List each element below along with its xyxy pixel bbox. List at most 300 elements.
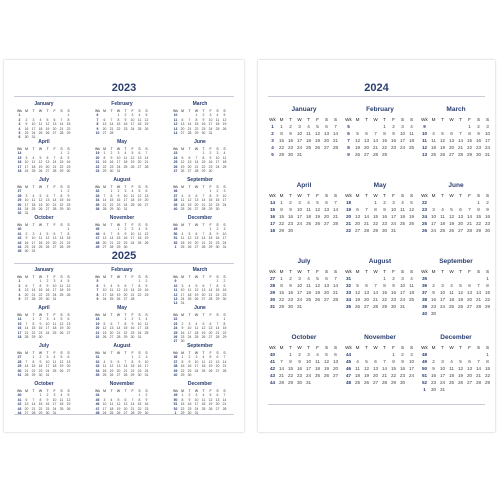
day-cell: 16 xyxy=(123,236,128,241)
day-header: Wk xyxy=(17,389,22,393)
day-cell: 26 xyxy=(408,221,415,226)
day-cell: 4 xyxy=(39,231,42,236)
day-cell: 20 xyxy=(180,126,185,131)
day-cell: 20 xyxy=(137,160,142,165)
day-cell: 11 xyxy=(440,214,445,219)
day-cell: 6 xyxy=(216,393,219,398)
day-cell: 29 xyxy=(102,169,107,173)
day-cell: 3 xyxy=(53,279,56,284)
day-header: M xyxy=(431,193,436,198)
day-cell: 7 xyxy=(202,193,205,198)
day-cell: 3 xyxy=(209,113,212,118)
day-cell: 7 xyxy=(223,393,226,398)
day-cell: 20 xyxy=(45,164,50,169)
day-cell: 8 xyxy=(195,117,198,122)
day-cell: 12 xyxy=(130,155,135,160)
day-header: W xyxy=(194,185,199,189)
day-cell: 27 xyxy=(466,380,473,385)
day-cell: 8 xyxy=(124,321,127,326)
day-header: T xyxy=(459,193,462,198)
day-cell: 31 xyxy=(296,152,303,157)
day-cell: 6 xyxy=(325,276,328,281)
day-cell: 26 xyxy=(144,240,149,245)
week-number: 28 xyxy=(269,283,276,288)
day-cell: 28 xyxy=(201,245,206,249)
day-cell: 17 xyxy=(31,240,36,245)
day-cell: 22 xyxy=(201,164,206,169)
day-cell: 16 xyxy=(208,160,213,165)
day-cell: 22 xyxy=(484,297,491,302)
day-cell: 26 xyxy=(314,145,321,150)
day-cell: 6 xyxy=(25,397,28,402)
day-header: T xyxy=(124,313,127,317)
day-cell: 7 xyxy=(383,359,386,364)
month-july xyxy=(268,258,340,334)
day-cell: 22 xyxy=(208,240,213,245)
day-cell: 14 xyxy=(130,288,135,293)
day-cell: 7 xyxy=(32,397,35,402)
day-cell: 11 xyxy=(123,155,128,160)
day-cell: 18 xyxy=(430,145,437,150)
day-cell: 1 xyxy=(117,113,120,118)
month-name: January xyxy=(34,101,54,107)
day-cell: 30 xyxy=(130,335,135,339)
day-cell: 4 xyxy=(138,227,141,232)
week-number: 23 xyxy=(173,321,178,326)
week-number: 39 xyxy=(173,368,178,373)
day-cell: 25 xyxy=(201,406,206,411)
week-number: 45 xyxy=(345,359,352,364)
day-header: W xyxy=(297,345,302,350)
day-cell: 4 xyxy=(110,283,113,288)
day-cell: 4 xyxy=(356,359,359,364)
day-header: W xyxy=(449,193,454,198)
week-number: 29 xyxy=(17,364,22,369)
day-cell: 25 xyxy=(38,131,43,135)
day-cell: 20 xyxy=(52,240,57,245)
day-cell: 28 xyxy=(278,380,285,385)
day-cell: 19 xyxy=(116,292,121,297)
day-cell: 28 xyxy=(24,335,29,339)
day-cell: 25 xyxy=(38,245,43,249)
day-header: F xyxy=(131,223,134,227)
week-number: 28 xyxy=(17,193,22,198)
day-header: F xyxy=(131,109,134,113)
day-cell: 6 xyxy=(67,317,70,322)
day-header: F xyxy=(209,351,212,355)
day-cell: 13 xyxy=(24,402,29,407)
day-header: S xyxy=(409,345,414,350)
day-cell: 30 xyxy=(222,297,227,301)
day-cell: 13 xyxy=(144,193,149,198)
day-cell: 19 xyxy=(354,297,361,302)
day-cell: 9 xyxy=(216,231,219,236)
day-header: S xyxy=(138,147,141,151)
day-cell: 4 xyxy=(53,355,56,360)
day-cell: 20 xyxy=(457,221,464,226)
month-name: March xyxy=(446,106,466,113)
day-cell: 31 xyxy=(137,335,142,339)
day-cell: 26 xyxy=(59,368,64,373)
month-name: September xyxy=(439,258,473,265)
day-cell: 1 xyxy=(39,279,42,284)
day-cell: 17 xyxy=(102,292,107,297)
day-cell: 3 xyxy=(401,124,404,129)
day-cell: 2 xyxy=(216,189,219,194)
day-cell: 12 xyxy=(116,402,121,407)
day-cell: 19 xyxy=(137,198,142,203)
day-cell: 15 xyxy=(137,402,142,407)
day-header: F xyxy=(392,117,395,122)
week-number: 16 xyxy=(17,326,22,331)
day-header: W xyxy=(449,345,454,350)
day-cell: 19 xyxy=(66,288,71,293)
week-number: 1 xyxy=(18,113,21,118)
day-header: W xyxy=(373,117,378,122)
day-cell: 8 xyxy=(289,359,292,364)
day-cell: 28 xyxy=(116,335,121,339)
day-cell: 24 xyxy=(399,145,406,150)
day-header: Wk xyxy=(421,117,428,122)
day-cell: 30 xyxy=(296,380,303,385)
day-cell: 6 xyxy=(325,200,328,205)
day-header: Wk xyxy=(95,147,100,151)
day-cell: 21 xyxy=(109,240,114,245)
day-cell: 27 xyxy=(24,411,29,415)
day-header: Wk xyxy=(421,193,428,198)
day-cell: 15 xyxy=(31,326,36,331)
day-cell: 2 xyxy=(289,124,292,129)
month-name: March xyxy=(192,267,208,273)
day-cell: 30 xyxy=(287,228,294,233)
day-cell: 19 xyxy=(144,236,149,241)
day-cell: 22 xyxy=(278,221,285,226)
day-cell: 21 xyxy=(222,364,227,369)
day-cell: 9 xyxy=(477,131,480,136)
day-cell: 4 xyxy=(124,151,127,156)
week-number: 43 xyxy=(17,240,22,245)
day-cell: 8 xyxy=(477,207,480,212)
day-cell: 3 xyxy=(53,393,56,398)
day-cell: 25 xyxy=(314,373,321,378)
day-cell: 12 xyxy=(144,117,149,122)
day-cell: 4 xyxy=(223,151,226,156)
day-cell: 24 xyxy=(52,292,57,297)
day-cell: 31 xyxy=(296,304,303,309)
day-cell: 12 xyxy=(457,366,464,371)
day-cell: 26 xyxy=(109,373,114,377)
day-cell: 15 xyxy=(201,160,206,165)
week-number: 42 xyxy=(17,236,22,241)
day-cell: 1 xyxy=(392,352,395,357)
day-cell: 21 xyxy=(130,292,135,297)
day-cell: 26 xyxy=(314,221,321,226)
day-header: T xyxy=(32,275,35,279)
day-cell: 10 xyxy=(24,198,29,203)
day-header: S xyxy=(485,269,490,274)
day-cell: 26 xyxy=(208,368,213,373)
day-cell: 3 xyxy=(103,397,106,402)
day-cell: 21 xyxy=(201,240,206,245)
day-header: F xyxy=(468,193,471,198)
day-cell: 10 xyxy=(208,117,213,122)
day-cell: 17 xyxy=(24,202,29,207)
day-cell: 9 xyxy=(298,359,301,364)
day-header: S xyxy=(223,351,226,355)
day-cell: 18 xyxy=(305,290,312,295)
day-cell: 25 xyxy=(408,297,415,302)
day-cell: 27 xyxy=(187,169,192,173)
day-cell: 4 xyxy=(32,193,35,198)
day-cell: 18 xyxy=(38,240,43,245)
day-cell: 6 xyxy=(124,283,127,288)
day-cell: 7 xyxy=(334,276,337,281)
day-cell: 16 xyxy=(430,373,437,378)
day-cell: 15 xyxy=(466,138,473,143)
day-cell: 2 xyxy=(181,321,184,326)
day-cell: 18 xyxy=(102,368,107,373)
day-cell: 19 xyxy=(144,122,149,127)
day-cell: 1 xyxy=(67,227,70,232)
day-header: F xyxy=(53,147,56,151)
day-header: T xyxy=(307,193,310,198)
day-cell: 24 xyxy=(24,169,29,173)
day-cell: 9 xyxy=(486,207,489,212)
day-header: S xyxy=(67,185,70,189)
day-cell: 23 xyxy=(144,292,149,297)
day-cell: 20 xyxy=(66,364,71,369)
day-cell: 17 xyxy=(187,330,192,335)
day-cell: 10 xyxy=(296,283,303,288)
day-cell: 11 xyxy=(180,198,185,203)
day-header: T xyxy=(441,193,444,198)
day-header: S xyxy=(476,345,481,350)
week-number: 49 xyxy=(421,359,428,364)
day-cell: 16 xyxy=(296,366,303,371)
day-cell: 2 xyxy=(138,355,141,360)
day-header: S xyxy=(476,269,481,274)
day-cell: 20 xyxy=(123,292,128,297)
day-header: T xyxy=(307,269,310,274)
day-cell: 12 xyxy=(187,236,192,241)
day-cell: 27 xyxy=(363,304,370,309)
day-cell: 5 xyxy=(365,359,368,364)
week-number: 37 xyxy=(173,193,178,198)
day-cell: 29 xyxy=(278,152,285,157)
day-cell: 29 xyxy=(381,304,388,309)
week-number: 36 xyxy=(95,207,100,211)
day-header: M xyxy=(279,345,284,350)
day-cell: 24 xyxy=(484,145,491,150)
day-cell: 2 xyxy=(110,151,113,156)
day-cell: 25 xyxy=(448,380,455,385)
day-cell: 30 xyxy=(187,373,192,377)
week-number: 45 xyxy=(17,249,22,254)
day-cell: 16 xyxy=(287,138,294,143)
day-header: W xyxy=(116,185,121,189)
week-number: 15 xyxy=(17,155,22,160)
day-cell: 26 xyxy=(323,373,330,378)
day-cell: 11 xyxy=(222,155,227,160)
day-cell: 27 xyxy=(323,145,330,150)
day-header: T xyxy=(307,117,310,122)
day-cell: 15 xyxy=(116,122,121,127)
week-number: 11 xyxy=(173,288,178,293)
day-cell: 26 xyxy=(38,169,43,173)
day-header: W xyxy=(194,223,199,227)
day-cell: 15 xyxy=(372,214,379,219)
day-cell: 14 xyxy=(31,288,36,293)
day-cell: 17 xyxy=(52,288,57,293)
day-header: T xyxy=(202,223,205,227)
week-number: 36 xyxy=(173,355,178,360)
day-cell: 9 xyxy=(117,193,120,198)
day-header: S xyxy=(60,389,63,393)
day-header: T xyxy=(46,275,49,279)
day-header: T xyxy=(46,313,49,317)
day-cell: 29 xyxy=(208,245,213,249)
day-cell: 21 xyxy=(109,126,114,131)
week-number: 52 xyxy=(173,240,178,245)
day-cell: 26 xyxy=(59,330,64,335)
day-cell: 10 xyxy=(45,359,50,364)
day-cell: 11 xyxy=(215,117,220,122)
day-cell: 26 xyxy=(457,380,464,385)
day-cell: 2 xyxy=(289,276,292,281)
day-cell: 21 xyxy=(278,373,285,378)
day-cell: 1 xyxy=(131,355,134,360)
day-cell: 11 xyxy=(187,288,192,293)
day-cell: 16 xyxy=(215,236,220,241)
day-header: F xyxy=(53,313,56,317)
day-cell: 17 xyxy=(222,236,227,241)
day-cell: 19 xyxy=(109,368,114,373)
week-number: 26 xyxy=(421,228,428,233)
day-cell: 12 xyxy=(408,207,415,212)
day-cell: 17 xyxy=(408,366,415,371)
month-february xyxy=(94,267,150,305)
day-header: S xyxy=(223,223,226,227)
day-cell: 20 xyxy=(201,292,206,297)
day-cell: 14 xyxy=(109,236,114,241)
day-header: Wk xyxy=(269,193,276,198)
day-cell: 2 xyxy=(289,200,292,205)
day-cell: 7 xyxy=(124,359,127,364)
week-number: 37 xyxy=(173,359,178,364)
day-header: S xyxy=(60,351,63,355)
week-number: 51 xyxy=(421,373,428,378)
month-name: December xyxy=(187,381,213,387)
day-cell: 18 xyxy=(215,122,220,127)
day-header: W xyxy=(116,389,121,393)
month-december xyxy=(420,334,492,410)
month-march xyxy=(172,267,228,305)
day-cell: 20 xyxy=(332,366,339,371)
day-cell: 28 xyxy=(59,131,64,135)
day-cell: 18 xyxy=(354,373,361,378)
month-may xyxy=(344,182,416,258)
day-cell: 27 xyxy=(66,368,71,373)
day-cell: 14 xyxy=(332,283,339,288)
day-cell: 25 xyxy=(31,169,36,173)
day-cell: 23 xyxy=(116,202,121,207)
day-cell: 13 xyxy=(457,214,464,219)
month-september xyxy=(172,177,228,215)
month-july xyxy=(16,177,72,215)
day-header: W xyxy=(38,313,43,317)
day-cell: 5 xyxy=(316,124,319,129)
day-header: S xyxy=(223,389,226,393)
divider xyxy=(14,263,234,264)
day-cell: 28 xyxy=(475,380,482,385)
day-header: T xyxy=(289,117,292,122)
day-cell: 4 xyxy=(131,189,134,194)
day-cell: 27 xyxy=(466,304,473,309)
day-cell: 11 xyxy=(144,321,149,326)
week-number: 44 xyxy=(95,393,100,398)
day-header: S xyxy=(409,269,414,274)
day-cell: 21 xyxy=(194,164,199,169)
day-header: M xyxy=(25,223,28,227)
day-cell: 5 xyxy=(223,113,226,118)
day-header: T xyxy=(124,223,127,227)
week-number: 27 xyxy=(173,339,178,344)
day-cell: 5 xyxy=(202,321,205,326)
day-header: S xyxy=(223,185,226,189)
day-header: S xyxy=(60,275,63,279)
day-header: F xyxy=(392,345,395,350)
day-cell: 8 xyxy=(60,193,63,198)
week-number: 4 xyxy=(271,145,274,150)
day-header: F xyxy=(316,193,319,198)
day-cell: 4 xyxy=(60,393,63,398)
day-header: M xyxy=(279,193,284,198)
day-cell: 16 xyxy=(201,122,206,127)
day-header: M xyxy=(181,313,184,317)
day-cell: 2 xyxy=(39,355,42,360)
day-cell: 30 xyxy=(137,373,142,377)
week-number: 7 xyxy=(347,138,350,143)
day-cell: 11 xyxy=(201,359,206,364)
week-number: 6 xyxy=(347,131,350,136)
day-header: W xyxy=(38,223,43,227)
day-cell: 28 xyxy=(466,228,473,233)
day-cell: 8 xyxy=(223,321,226,326)
month-name: May xyxy=(117,305,127,311)
day-cell: 30 xyxy=(24,135,29,140)
day-cell: 6 xyxy=(138,151,141,156)
day-cell: 8 xyxy=(39,283,42,288)
week-number: 3 xyxy=(271,138,274,143)
day-cell: 23 xyxy=(390,297,397,302)
day-cell: 28 xyxy=(24,373,29,377)
day-cell: 19 xyxy=(187,202,192,207)
day-cell: 16 xyxy=(144,402,149,407)
day-cell: 28 xyxy=(194,169,199,173)
day-cell: 31 xyxy=(399,304,406,309)
day-cell: 16 xyxy=(137,364,142,369)
week-number: 14 xyxy=(17,317,22,322)
day-cell: 2 xyxy=(216,227,219,232)
day-cell: 18 xyxy=(144,326,149,331)
day-header: F xyxy=(53,109,56,113)
week-number: 4 xyxy=(18,126,21,131)
day-cell: 2 xyxy=(124,227,127,232)
week-number: 33 xyxy=(95,193,100,198)
day-header: M xyxy=(355,345,360,350)
day-header: S xyxy=(476,193,481,198)
day-cell: 21 xyxy=(31,292,36,297)
